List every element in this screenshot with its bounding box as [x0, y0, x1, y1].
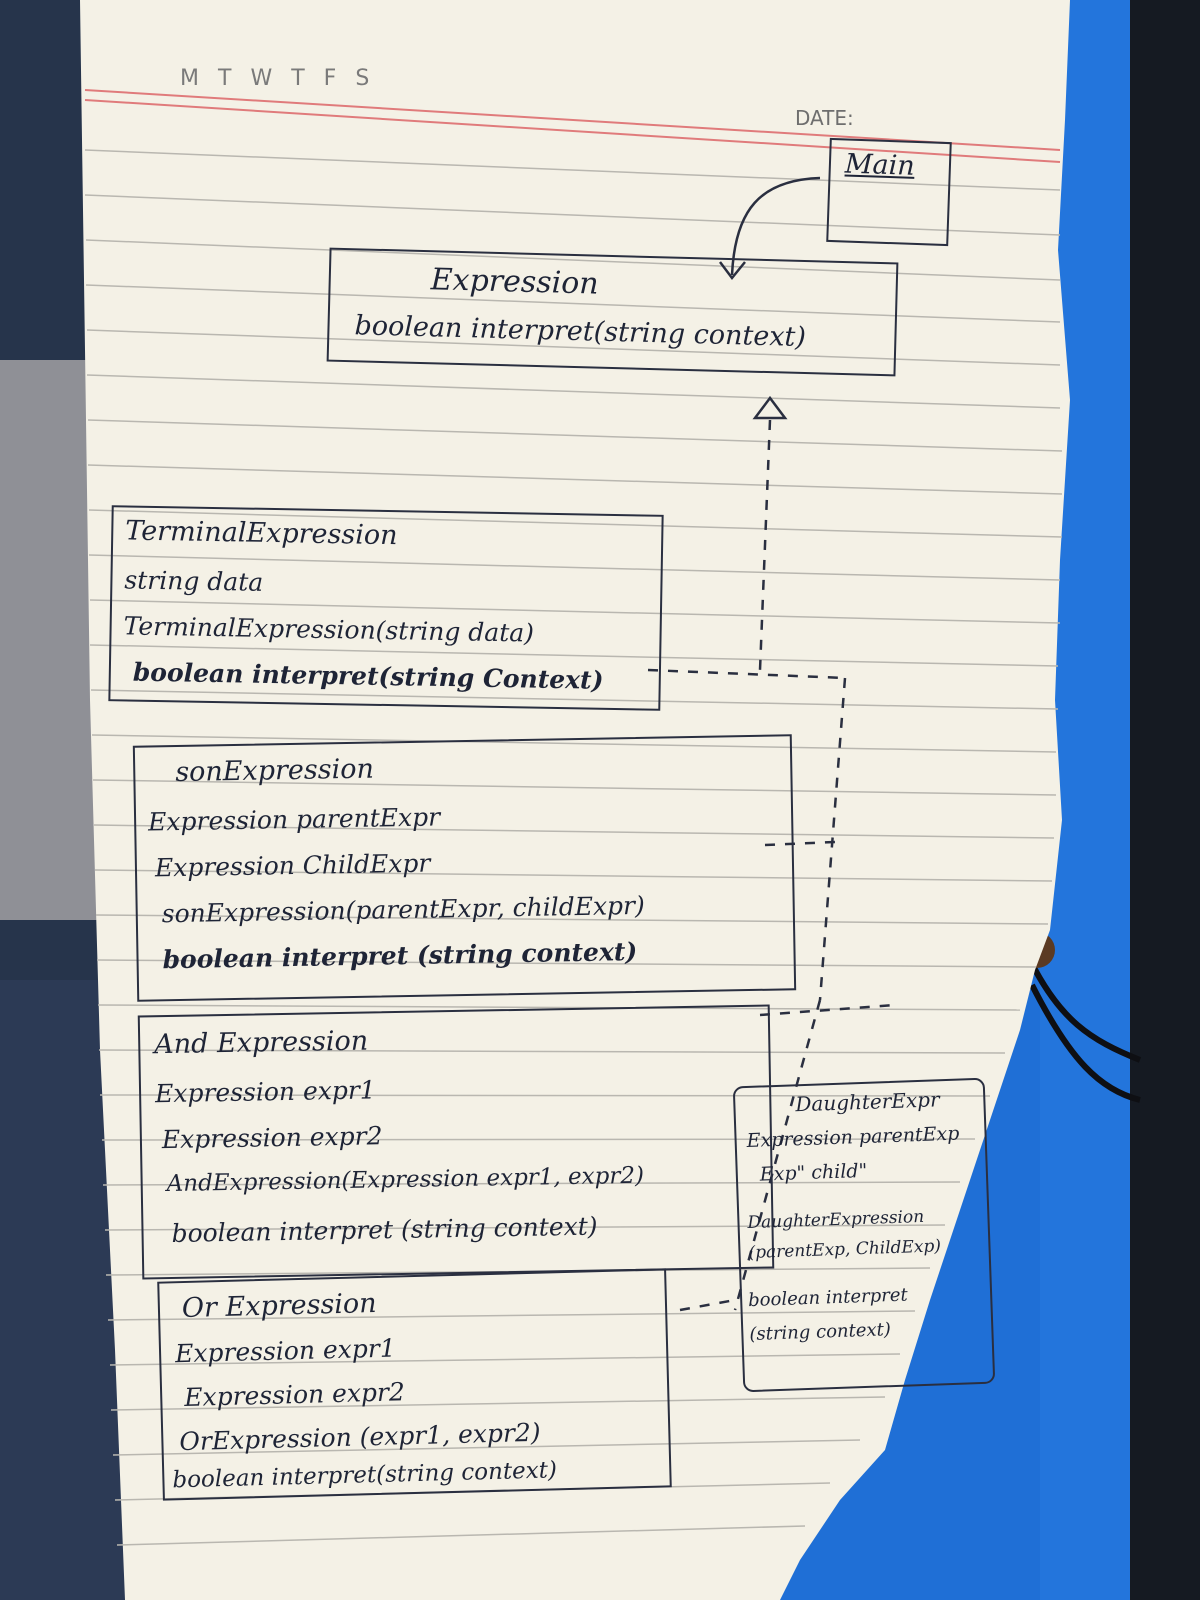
- son-member-3: sonExpression(parentExpr, childExpr): [161, 890, 645, 929]
- weekday-f: F: [323, 66, 343, 91]
- and-class-name: And Expression: [153, 1025, 369, 1061]
- or-member-3: OrExpression (expr1, expr2): [179, 1417, 541, 1457]
- weekday-s: S: [355, 66, 376, 91]
- and-member-1: Expression expr1: [154, 1075, 376, 1109]
- weekday-w: W: [250, 66, 279, 91]
- and-class-box: [138, 1005, 775, 1280]
- daughter-class-name: DaughterExpr: [794, 1087, 940, 1117]
- terminal-member-1: string data: [124, 565, 264, 597]
- terminal-class-box: [108, 505, 663, 711]
- weekday-t: T: [217, 66, 238, 91]
- weekday-m: M: [180, 66, 205, 91]
- terminal-member-2: TerminalExpression(string data): [123, 611, 535, 648]
- son-class-box: [133, 734, 796, 1001]
- dark-edge: [1130, 0, 1200, 1600]
- or-member-2: Expression expr2: [183, 1377, 406, 1413]
- or-class-box: [157, 1268, 672, 1500]
- daughter-member-1: Expression parentExp: [746, 1122, 960, 1153]
- expression-class-box: [327, 248, 899, 377]
- son-class-name: sonExpression: [175, 753, 375, 789]
- daughter-member-4: boolean interpret (string context): [747, 1284, 909, 1346]
- weekday-row: [180, 66, 375, 91]
- daughter-member-3: DaughterExpression (parentExp, ChildExp): [747, 1206, 942, 1264]
- son-member-2: Expression ChildExpr: [154, 848, 431, 883]
- or-class-name: Or Expression: [181, 1287, 378, 1325]
- terminal-member-3: boolean interpret(string Context): [132, 657, 604, 695]
- expression-member-1: boolean interpret(string context): [354, 310, 807, 354]
- and-member-3: AndExpression(Expression expr1, expr2): [166, 1162, 645, 1198]
- or-member-4: boolean interpret(string context): [172, 1457, 558, 1494]
- main-class-name: Main: [844, 148, 916, 182]
- date-label: DATE:: [795, 106, 854, 130]
- terminal-class-name: TerminalExpression: [125, 515, 398, 552]
- expression-class-name: Expression: [430, 262, 600, 302]
- main-class-box: [826, 138, 952, 246]
- son-member-1: Expression parentExpr: [147, 802, 441, 837]
- daughter-member-2: Exp" child": [759, 1159, 868, 1186]
- or-member-1: Expression expr1: [174, 1333, 397, 1369]
- daughter-class-box: [733, 1078, 996, 1393]
- and-member-4: boolean interpret (string context): [171, 1211, 598, 1248]
- weekday-th: T: [291, 66, 311, 91]
- and-member-2: Expression expr2: [161, 1121, 383, 1155]
- son-member-4: boolean interpret (string context): [162, 937, 638, 975]
